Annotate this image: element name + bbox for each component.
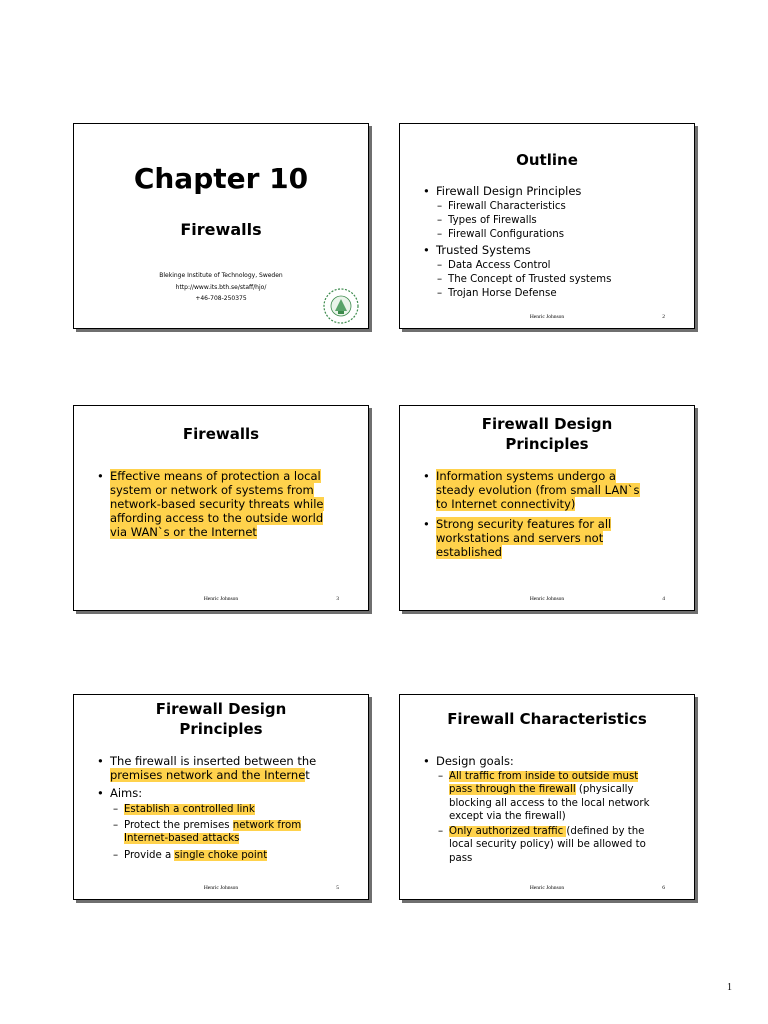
- slide-1-info-line: http://www.its.bth.se/staff/hjo/: [175, 284, 267, 291]
- slide-2: [399, 123, 695, 329]
- slide-1-info-line: +46-708-250375: [195, 295, 247, 302]
- bullet: • The firewall is inserted between the premises network and the Internet: [97, 754, 317, 782]
- slide-number: 3: [336, 596, 339, 602]
- bullet: • Design goals:: [423, 754, 514, 768]
- slide-3: [73, 405, 369, 611]
- footer-author: Henric Johnson: [529, 314, 565, 320]
- slide-4-title: Firewall Design Principles: [481, 415, 613, 453]
- slide-5: [73, 694, 369, 900]
- footer-author: Henric Johnson: [529, 596, 565, 602]
- outline-sub-item: – Trojan Horse Defense: [437, 288, 557, 299]
- design-goal-item: – Only authorized traffic (defined by the local security policy) will be allowed to pass: [438, 826, 646, 864]
- aims-sub-item: – Provide a single choke point: [113, 850, 268, 861]
- slide-footer: [74, 596, 368, 606]
- highlighted-bullet: • Strong security features for all workstations and servers not established: [423, 517, 612, 559]
- slide-footer: [400, 885, 694, 895]
- slide-2-title: Outline: [516, 151, 578, 169]
- design-goal-item: – All traffic from inside to outside must pass through the firewall (physically blocking all access to the local network except via the firewall): [438, 771, 650, 823]
- outline-sub-item: – Types of Firewalls: [437, 215, 537, 226]
- highlighted-bullet: • Effective means of protection a local system or network of systems from network-based security threats while affording access to the outside world via WAN`s or the Internet: [97, 469, 324, 539]
- outline-sub-item: – Firewall Characteristics: [437, 201, 566, 212]
- slide-1: [73, 123, 369, 329]
- aims-sub-item: – Establish a controlled link: [113, 804, 255, 815]
- outline-sub-item: – Data Access Control: [437, 260, 551, 271]
- footer-author: Henric Johnson: [529, 885, 565, 891]
- slide-4: [399, 405, 695, 611]
- outline-bullet: • Trusted Systems: [423, 243, 531, 257]
- slide-number: 5: [336, 885, 339, 891]
- aims-sub-item: – Protect the premises network from Internet-based attacks: [113, 820, 302, 845]
- slide-6: [399, 694, 695, 900]
- footer-author: Henric Johnson: [203, 885, 239, 891]
- slide-footer: [74, 885, 368, 895]
- page-number: 1: [727, 982, 732, 993]
- slide-5-title: Firewall Design Principles: [155, 700, 287, 738]
- slide-footer: [400, 314, 694, 324]
- slide-number: 6: [662, 885, 665, 891]
- slide-number: 4: [662, 596, 665, 602]
- slide-3-title: Firewalls: [182, 425, 260, 443]
- highlighted-bullet: • Information systems undergo a steady evolution (from small LAN`s to Internet connectivity): [423, 469, 640, 511]
- outline-sub-item: – Firewall Configurations: [437, 229, 565, 240]
- slide-1-title: Chapter 10: [133, 162, 309, 195]
- slide-1-subtitle: Firewalls: [180, 220, 262, 239]
- outline-sub-item: – The Concept of Trusted systems: [437, 274, 612, 285]
- slide-6-title: Firewall Characteristics: [447, 710, 647, 728]
- university-seal-logo: [322, 287, 360, 325]
- slide-footer: [400, 596, 694, 606]
- outline-bullet: • Firewall Design Principles: [423, 184, 582, 198]
- bullet: • Aims:: [97, 786, 143, 800]
- footer-author: Henric Johnson: [203, 596, 239, 602]
- slide-1-info-line: Blekinge Institute of Technology, Sweden: [159, 272, 283, 279]
- slide-number: 2: [662, 314, 665, 320]
